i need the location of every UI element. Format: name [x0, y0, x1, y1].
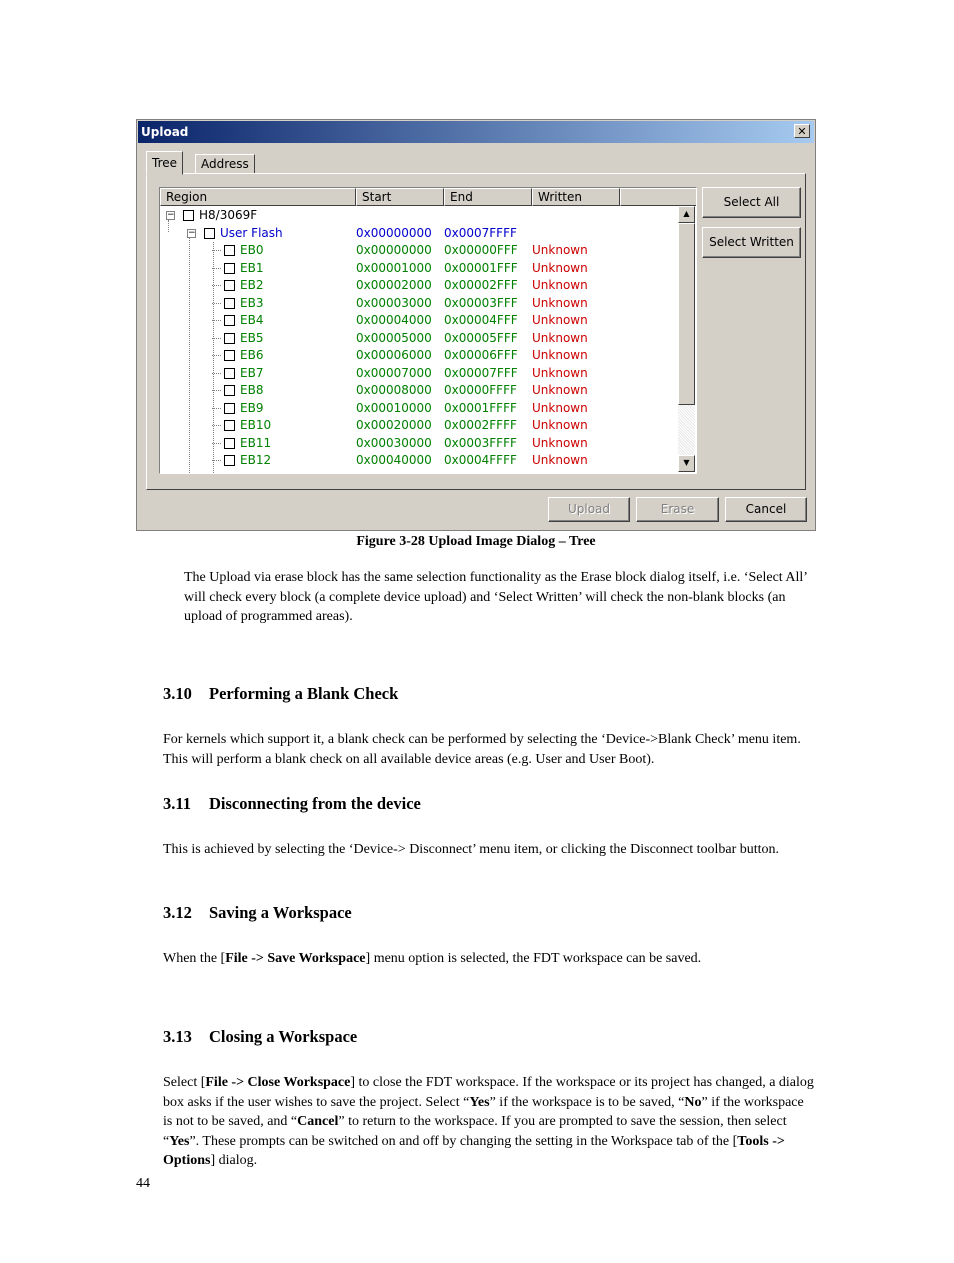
tab-panel: [146, 173, 806, 490]
region-name: EB10: [240, 418, 272, 432]
emphasis: Cancel: [297, 1114, 339, 1129]
erase-button[interactable]: Erase: [636, 497, 719, 522]
section-body: [163, 1073, 815, 1171]
row-checkbox[interactable]: [224, 280, 235, 291]
end-address: 0x0000FFFF: [444, 383, 517, 397]
tree-row[interactable]: [160, 330, 678, 347]
dialog-title: Upload: [141, 125, 189, 139]
row-checkbox[interactable]: [224, 420, 235, 431]
row-checkbox[interactable]: [224, 333, 235, 344]
section-title: Disconnecting from the device: [209, 794, 421, 813]
start-address: 0x00003000: [356, 295, 432, 310]
tree-row[interactable]: [160, 207, 678, 224]
text-run: Select [: [163, 1075, 206, 1090]
section-heading-3-12: [163, 903, 352, 923]
column-header-start[interactable]: Start: [356, 188, 444, 206]
region-name: EB8: [240, 383, 264, 397]
start-address: 0x00040000: [356, 453, 432, 467]
written-status: Unknown: [532, 330, 588, 345]
section-number: 3.11: [163, 794, 191, 813]
written-status: Unknown: [532, 278, 588, 292]
region-tree[interactable]: [159, 187, 697, 474]
close-icon[interactable]: ✕: [794, 124, 810, 138]
text-run: ] dialog.: [210, 1153, 258, 1168]
tree-row[interactable]: [160, 400, 678, 417]
vertical-scrollbar[interactable]: [678, 206, 695, 472]
text-run: ”. These prompts can be switched on and off by changing the setting in the Workspace tab of the [: [189, 1133, 738, 1149]
figure-caption: Figure 3-28 Upload Image Dialog – Tree: [356, 534, 596, 549]
tree-row[interactable]: [160, 295, 678, 312]
tree-row[interactable]: [160, 312, 678, 329]
tab-tree[interactable]: Tree: [146, 151, 183, 175]
row-checkbox[interactable]: [224, 245, 235, 256]
region-name: EB6: [240, 348, 264, 362]
end-address: 0x00001FFF: [444, 260, 518, 275]
section-title: Closing a Workspace: [209, 1027, 358, 1046]
section-number: 3.10: [163, 684, 192, 703]
row-checkbox[interactable]: [224, 350, 235, 361]
column-header-filler: [620, 188, 697, 206]
section-number: 3.12: [163, 903, 192, 922]
tree-guide-line: [168, 220, 169, 232]
section-body: For kernels which support it, a blank check can be performed by selecting the ‘Device->Blank Check’ menu item. This will perform a blank check on all available device areas (e.g. User and User Boot).: [163, 732, 801, 767]
start-address: 0x00007000: [356, 365, 432, 380]
end-address: 0x0002FFFF: [444, 418, 517, 432]
tree-row[interactable]: [160, 347, 678, 364]
tree-row[interactable]: [160, 277, 678, 294]
menu-reference: File -> Close Workspace: [205, 1075, 351, 1090]
tree-row[interactable]: [160, 225, 678, 242]
end-address: 0x0004FFFF: [444, 453, 517, 467]
section-title: Saving a Workspace: [209, 903, 352, 922]
start-address: 0x00001000: [356, 260, 432, 275]
start-address: 0x00004000: [356, 313, 432, 327]
tab-address[interactable]: Address: [195, 154, 255, 174]
tree-row[interactable]: [160, 260, 678, 277]
section-number: 3.13: [163, 1027, 192, 1046]
region-name: H8/3069F: [199, 208, 258, 222]
row-checkbox[interactable]: [224, 385, 235, 396]
row-checkbox[interactable]: [204, 228, 215, 239]
collapse-icon[interactable]: −: [188, 227, 196, 238]
region-name: User Flash: [220, 225, 283, 240]
row-checkbox[interactable]: [224, 298, 235, 309]
region-name: EB9: [240, 400, 264, 415]
region-name: EB3: [240, 295, 264, 310]
menu-reference: File -> Save Workspace: [225, 951, 366, 966]
region-name: EB11: [240, 435, 272, 450]
collapse-icon[interactable]: −: [167, 210, 175, 220]
column-header-end[interactable]: End: [444, 188, 532, 206]
section-body: This is achieved by selecting the ‘Device-> Disconnect’ menu item, or clicking the Disconnect toolbar button.: [163, 842, 780, 857]
scroll-down-icon[interactable]: ▼: [678, 455, 695, 472]
start-address: 0x00000000: [356, 243, 432, 257]
written-status: Unknown: [532, 418, 588, 432]
select-all-button[interactable]: Select All: [702, 187, 801, 218]
region-name: EB4: [240, 313, 264, 327]
end-address: 0x0007FFFF: [444, 225, 517, 240]
written-status: Unknown: [532, 365, 588, 380]
end-address: 0x00003FFF: [444, 295, 518, 310]
region-name: EB2: [240, 278, 264, 292]
row-checkbox[interactable]: [224, 455, 235, 466]
end-address: 0x0003FFFF: [444, 435, 517, 450]
start-address: 0x00006000: [356, 348, 432, 362]
end-address: 0x00004FFF: [444, 313, 518, 327]
written-status: Unknown: [532, 383, 588, 397]
section-heading-3-10: [163, 684, 398, 704]
intro-paragraph: The Upload via erase block has the same selection functionality as the Erase block dialog itself, i.e. ‘Select All’ will check every block (a complete device upload) and ‘Select Written’ will check the non-blank blocks (an upload of programmed areas).: [184, 570, 807, 624]
tree-guide-line: [213, 242, 214, 473]
text-run: When the [: [163, 951, 226, 966]
region-name: EB0: [240, 243, 264, 257]
region-name: EB7: [240, 365, 264, 380]
upload-dialog: [136, 119, 816, 531]
end-address: 0x00007FFF: [444, 365, 518, 380]
emphasis: No: [684, 1094, 702, 1110]
start-address: 0x00030000: [356, 435, 432, 450]
text-run: ” if the workspace is to be saved, “: [489, 1094, 685, 1110]
written-status: Unknown: [532, 453, 588, 467]
tree-row[interactable]: [160, 452, 678, 469]
emphasis: Yes: [469, 1094, 490, 1110]
start-address: 0x00005000: [356, 330, 432, 345]
written-status: Unknown: [532, 243, 588, 257]
tree-row[interactable]: [160, 242, 678, 259]
emphasis: Yes: [169, 1133, 190, 1149]
written-status: Unknown: [532, 400, 588, 415]
page-number: 44: [136, 1176, 150, 1191]
column-header-written[interactable]: Written: [532, 188, 620, 206]
end-address: 0x00005FFF: [444, 330, 518, 345]
menu-reference: Tools -> Options: [163, 1133, 785, 1168]
row-checkbox[interactable]: [183, 210, 194, 221]
written-status: Unknown: [532, 435, 588, 450]
section-heading-3-13: [163, 1027, 357, 1047]
start-address: 0x00010000: [356, 400, 432, 415]
region-name: EB12: [240, 453, 272, 467]
row-checkbox[interactable]: [224, 438, 235, 449]
row-checkbox[interactable]: [224, 263, 235, 274]
column-header-region[interactable]: Region: [160, 188, 356, 206]
start-address: 0x00000000: [356, 225, 432, 240]
tree-row[interactable]: [160, 382, 678, 399]
title-bar[interactable]: [138, 121, 814, 143]
section-body: [163, 949, 815, 969]
written-status: Unknown: [532, 295, 588, 310]
tree-row[interactable]: [160, 365, 678, 382]
end-address: 0x00000FFF: [444, 243, 518, 257]
start-address: 0x00002000: [356, 278, 432, 292]
cancel-button[interactable]: Cancel: [725, 497, 807, 522]
written-status: Unknown: [532, 313, 588, 327]
section-heading-3-11: [163, 794, 421, 814]
written-status: Unknown: [532, 348, 588, 362]
text-run: ” if the workspace is not to be saved, and “: [163, 1094, 804, 1129]
start-address: 0x00020000: [356, 418, 432, 432]
start-address: 0x00008000: [356, 383, 432, 397]
section-title: Performing a Blank Check: [209, 684, 399, 703]
text-run: ] to close the FDT workspace. If the workspace or its project has changed, a dialog box asks if the user wishes to save the project. Select “: [163, 1075, 814, 1110]
tree-guide-line: [189, 238, 190, 474]
row-checkbox[interactable]: [224, 368, 235, 379]
select-written-button[interactable]: Select Written: [702, 227, 801, 258]
row-checkbox[interactable]: [224, 315, 235, 326]
tree-row[interactable]: [160, 417, 678, 434]
text-run: ” to return to the workspace. If you are prompted to save the session, then select “: [163, 1114, 787, 1149]
end-address: 0x00006FFF: [444, 348, 518, 362]
text-run: ] menu option is selected, the FDT workspace can be saved.: [365, 951, 702, 966]
tree-row[interactable]: [160, 435, 678, 452]
scroll-up-icon[interactable]: ▲: [678, 206, 695, 223]
written-status: Unknown: [532, 260, 588, 275]
end-address: 0x0001FFFF: [444, 400, 517, 415]
upload-button[interactable]: Upload: [548, 497, 630, 522]
scroll-thumb[interactable]: [678, 223, 695, 405]
row-checkbox[interactable]: [224, 403, 235, 414]
region-name: EB5: [240, 330, 264, 345]
tree-header: [160, 188, 678, 206]
region-name: EB1: [240, 260, 264, 275]
end-address: 0x00002FFF: [444, 278, 518, 292]
